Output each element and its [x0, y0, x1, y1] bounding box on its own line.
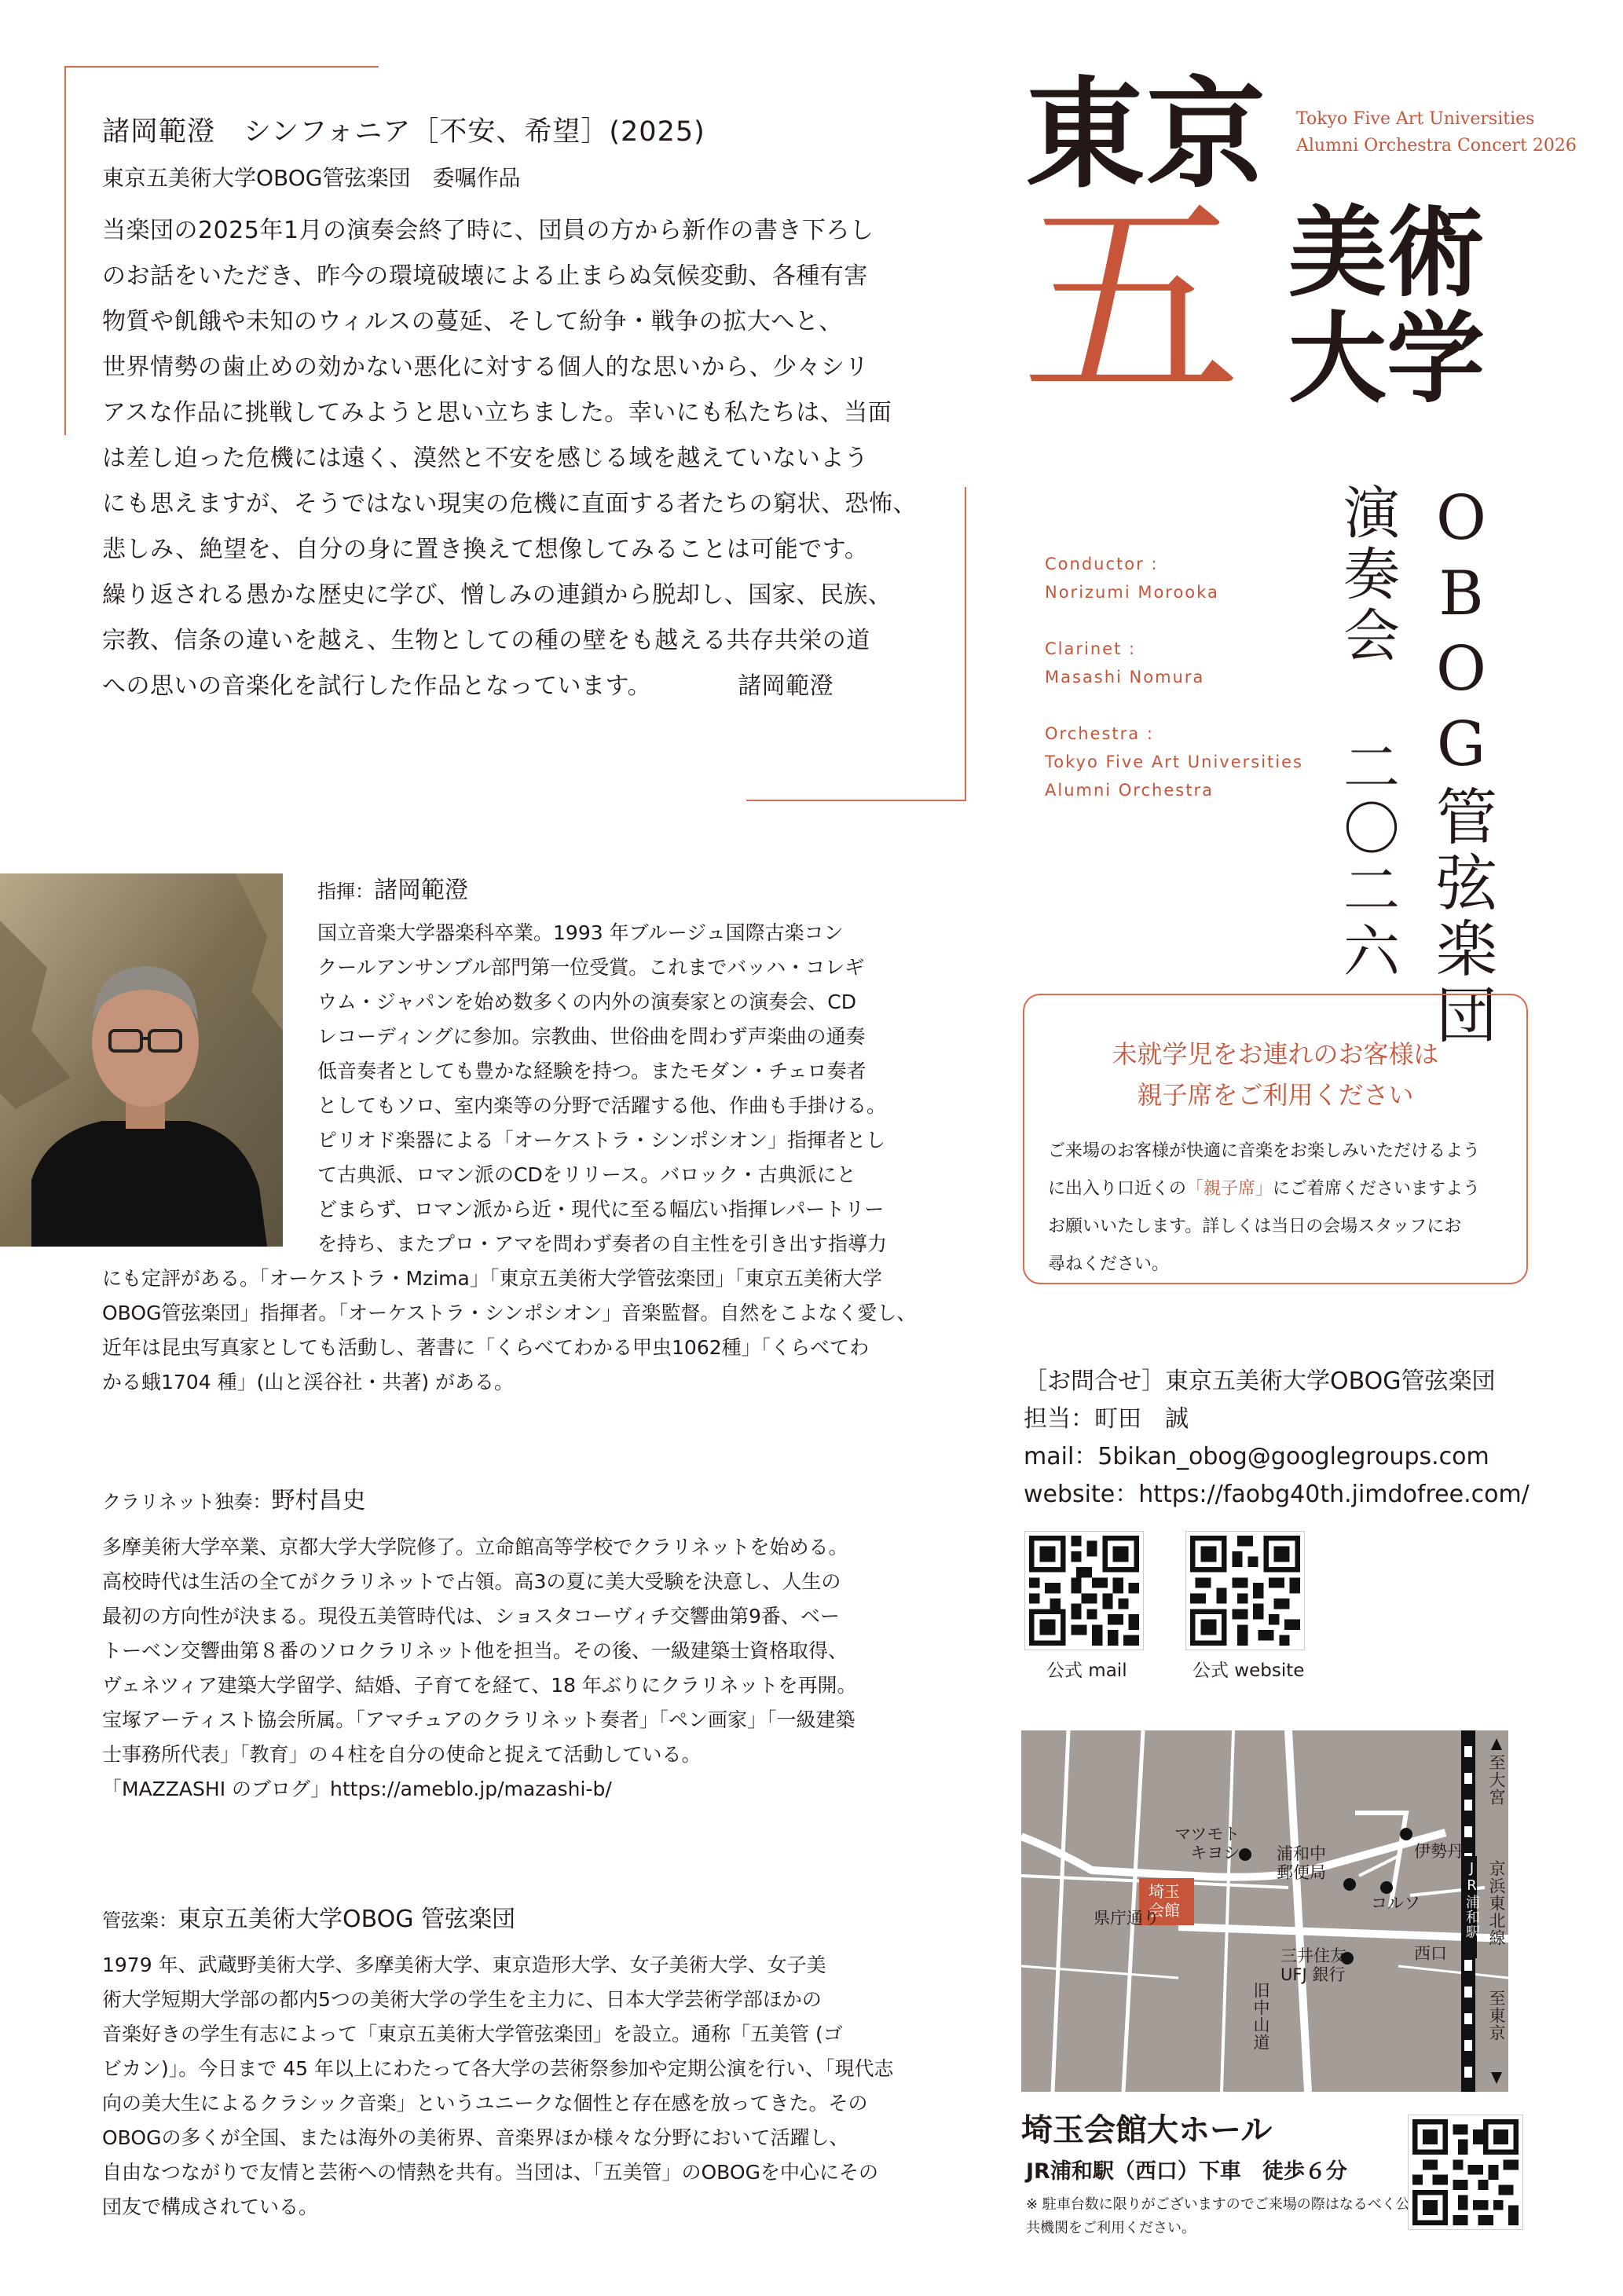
bio-line: 音楽好きの学生有志によって「東京五美術大学管弦楽団」を設立。通称「五美管 (ゴ [102, 2023, 843, 2045]
map-isetan: 伊勢丹 [1414, 1842, 1464, 1861]
clarinet-bio [102, 1530, 857, 1807]
title-english-line2: Alumni Orchestra Concert 2026 [1296, 136, 1577, 156]
orchestra-heading [102, 1899, 515, 1934]
bio-line: 多摩美術大学卒業、京都大学大学院修了。立命館高等学校でクラリネットを始める。 [102, 1536, 848, 1558]
contact-block [1024, 1363, 1530, 1514]
intro-line-text: への思いの音楽化を試行した作品となっています。 [102, 672, 652, 700]
venue-name: 埼玉会館大ホール [1021, 2112, 1273, 2148]
intro-signature: 諸岡範澄 [738, 672, 834, 700]
qr-code-mail[interactable] [1025, 1532, 1143, 1650]
frame-top-line [64, 66, 379, 68]
piece-title: 諸岡範澄 シンフォニア［不安、希望］(2025) [102, 116, 705, 148]
qr-icon [1029, 1536, 1139, 1646]
qr-icon [1190, 1536, 1300, 1646]
map-to-tokyo: 至東京 [1487, 1990, 1506, 2041]
conductor-name: 諸岡範澄 [374, 877, 468, 904]
bio-line: て古典派、ロマン派のCDをリリース。バロック・古典派にと [317, 1163, 856, 1186]
bio-line: クールアンサンブル部門第一位受賞。これまでバッハ・コレギ [317, 956, 865, 979]
bio-line: ビカン)」。今日まで 45 年以上にわたって各大学の芸術祭参加や定期公演を行い、「現代志 [102, 2057, 894, 2080]
qr-code-venue[interactable] [1409, 2115, 1522, 2229]
bio-line: レコーディングに参加。宗教曲、世俗曲を問わず声楽曲の通奏 [317, 1025, 866, 1048]
credit-orchestra-name: Alumni Orchestra [1045, 781, 1214, 800]
conductor-photo [0, 873, 283, 1247]
bio-line: 向の美大生によるクラシック音楽」というユニークな個性と存在感を放ってきた。その [102, 2092, 868, 2115]
notice-heading: 未就学児をお連れのお客様は [1112, 1039, 1439, 1069]
frame-left-line [64, 66, 66, 435]
access-map [1021, 1730, 1508, 2092]
intro-line: 宗教、信条の違いを越え、生物としての種の壁をも越える共存共栄の道 [102, 627, 870, 654]
title-go: 五 [1021, 174, 1241, 430]
orchestra-name: 東京五美術大学OBOG 管弦楽団 [178, 1906, 516, 1933]
credits [1045, 550, 1303, 804]
intro-line: 世界情勢の歯止めの効かない悪化に対する個人的な思いから、少々シリ [102, 353, 869, 381]
notice-heading: 親子席をご利用ください [1137, 1080, 1414, 1110]
intro-line: 当楽団の2025年1月の演奏会終了時に、団員の方から新作の書き下ろし [102, 217, 874, 244]
bio-line: 1979 年、武蔵野美術大学、多摩美術大学、東京造形大学、女子美術大学、女子美 [102, 1954, 826, 1976]
intro-line: 悲しみ、絶望を、自分の身に置き換えて想像してみることは可能です。 [102, 536, 869, 563]
contact-heading: ［お問合せ］東京五美術大学OBOG管弦楽団 [1024, 1368, 1496, 1395]
bio-line: を持ち、またプロ・アマを問わず奏者の自主性を引き出す指導力 [317, 1232, 888, 1255]
venue-access: JR浦和駅（西口）下車 徒歩６分 [1026, 2159, 1347, 2184]
bio-line: ピリオド楽器による「オーケストラ・シンポシオン」指揮者とし [317, 1129, 886, 1152]
intro-line: 物質や飢餓や未知のウィルスの蔓延、そして紛争・戦争の拡大へと、 [102, 308, 843, 335]
bio-line: 国立音楽大学器楽科卒業。1993 年ブルージュ国際古楽コン [317, 921, 844, 944]
notice-line: ご来場のお客様が快適に音楽をお楽しみいただけるよう [1048, 1141, 1481, 1161]
notice-body [1048, 1133, 1511, 1283]
map-matsumoto-kiyoshi: マツモト キヨシ [1174, 1825, 1240, 1862]
credit-orchestra-name: Tokyo Five Art Universities [1045, 753, 1303, 771]
bio-line: トーベン交響曲第８番のソロクラリネット他を担当。その後、一級建築士資格取得、 [102, 1639, 848, 1662]
bio-line: 団友で構成されている。 [102, 2195, 319, 2218]
qr-website-label: 公式 website [1193, 1661, 1305, 1681]
bio-line: どまらず、ロマン派から近・現代に至る幅広い指揮レパートリー [317, 1198, 885, 1221]
bio-line: OBOGの多くが全国、または海外の美術界、音楽界ほか様々な分野において活躍し、 [102, 2126, 849, 2149]
intro-line: アスな作品に挑戦してみようと思い立ちました。幸いにも私たちは、当面 [102, 399, 892, 427]
notice-highlight: 「親子席」 [1186, 1179, 1273, 1199]
bio-line: ヴェネツィア建築大学留学、結婚、子育てを経て、18 年ぶりにクラリネットを再開。 [102, 1674, 857, 1697]
intro-line: のお話をいただき、昨今の環境破壊による止まらぬ気候変動、各種有害 [102, 262, 868, 290]
bio-line: 「MAZZASHI のブログ」https://ameblo.jp/mazashi-b/ [102, 1778, 612, 1800]
bio-line: 最初の方向性が決まる。現役五美管時代は、ショスタコーヴィチ交響曲第9番、ベー [102, 1605, 840, 1628]
title-tokyo: 東京 [1025, 64, 1267, 204]
title-english [1296, 106, 1577, 159]
qr-mail-label: 公式 mail [1046, 1661, 1127, 1681]
credit-clarinet-label: Clarinet : [1045, 639, 1137, 658]
map-saitama-kaikan: 埼玉 会館 [1149, 1882, 1180, 1920]
contact-mail[interactable]: mail：5bikan_obog@googlegroups.com [1024, 1443, 1489, 1470]
notice-text: にご着席くださいますよう [1273, 1179, 1481, 1199]
credit-orchestra-label: Orchestra : [1045, 724, 1154, 743]
conductor-photo-image [0, 873, 283, 1247]
bio-line: としてもソロ、室内楽等の分野で活躍する他、作曲も手掛ける。 [317, 1094, 887, 1117]
notice-line: お願いいたします。詳しくは当日の会場スタッフにお [1048, 1217, 1462, 1236]
title-bijutsu-daigaku [1288, 196, 1485, 416]
conductor-bio-wide [102, 1262, 916, 1400]
contact-person: 担当：町田 誠 [1024, 1405, 1189, 1433]
map-keihin-line: 京浜東北線 [1487, 1860, 1506, 1946]
credit-clarinet-name: Masashi Nomura [1045, 668, 1205, 687]
bio-line: かる蛾1704 種」(山と渓谷社・共著) がある。 [102, 1371, 515, 1393]
bio-line: ウム・ジャパンを始め数多くの内外の演奏家との演奏会、CD [317, 991, 856, 1013]
clarinet-heading [102, 1481, 366, 1515]
notice-text: に出入り口近くの [1048, 1179, 1187, 1199]
qr-code-website[interactable] [1186, 1532, 1304, 1650]
map-to-omiya: 至大宮 [1487, 1754, 1506, 1806]
map-nakasendo: 旧中山道 [1251, 1982, 1270, 2051]
bio-line: 近年は昆虫写真家としても活動し、著書に「くらべてわかる甲虫1062種」「くらべてわ [102, 1336, 870, 1359]
credit-conductor-label: Conductor : [1045, 555, 1159, 573]
map-mufg: 三井住友 UFJ 銀行 [1280, 1946, 1346, 1984]
bio-line: 自由なつながりで友情と芸術への情熱を共有。当団は、「五美管」のOBOGを中心にその [102, 2161, 878, 2184]
bio-line: 低音奏者としても豊かな経験を持つ。またモダン・チェロ奏者 [317, 1060, 866, 1082]
map-post-office: 浦和中 郵便局 [1277, 1844, 1326, 1882]
intro-body [102, 208, 966, 709]
title-vertical-obog: OBOG管弦楽団 [1426, 483, 1497, 1049]
bio-line: 士事務所代表」「教育」の４柱を自分の使命と捉えて活動している。 [102, 1743, 702, 1766]
bio-line: にも定評がある。「オーケストラ・Mzima」「東京五美術大学管弦楽団」「東京五美術大学 [102, 1267, 882, 1290]
orchestra-label: 管弦楽： [102, 1910, 178, 1932]
bio-line: 術大学短期大学部の都内5つの美術大学の学生を主力に、日本大学芸術学部ほかの [102, 1988, 822, 2011]
intro-line: は差し迫った危機には遠く、漠然と不安を感じる域を越えていないよう [102, 445, 869, 472]
map-nishiguchi: 西口 [1414, 1944, 1447, 1963]
piece-subtitle: 東京五美術大学OBOG管弦楽団 委嘱作品 [102, 165, 521, 191]
conductor-label: 指揮： [317, 881, 374, 903]
bio-line: 宝塚アーティスト協会所属。「アマチュアのクラリネット奏者」「ペン画家」「一級建築 [102, 1708, 855, 1731]
title-english-line1: Tokyo Five Art Universities [1296, 109, 1535, 129]
notice-line: 尋ねください。 [1048, 1254, 1170, 1274]
bio-line: 高校時代は生活の全てがクラリネットで占領。高3の夏に美大受験を決意し、人生の [102, 1570, 841, 1593]
title-vertical-concert: 演奏会 二〇二六 [1334, 483, 1400, 983]
title-bijutsu: 美術 [1288, 196, 1485, 310]
contact-website[interactable]: website：https://faobg40th.jimdofree.com/ [1024, 1481, 1530, 1508]
title-daigaku: 大学 [1288, 302, 1485, 416]
intro-line: 繰り返される愚かな歴史に学び、憎しみの連鎖から脱却し、国家、民族、 [102, 581, 892, 609]
intro-line [102, 664, 966, 709]
family-seat-notice [1023, 994, 1528, 1284]
orchestra-bio [102, 1948, 893, 2225]
conductor-bio [317, 916, 887, 1262]
clarinet-name: 野村昌史 [271, 1487, 366, 1514]
qr-icon [1412, 2119, 1519, 2225]
frame-bottom-line [746, 800, 966, 801]
map-coruso: コルソ [1371, 1894, 1420, 1913]
map-station: JR浦和駅 [1464, 1860, 1480, 1939]
conductor-heading [317, 870, 468, 905]
bio-line: OBOG管弦楽団」指揮者。「オーケストラ・シンポシオン」音楽監督。自然をこよなく愛し、 [102, 1302, 917, 1324]
clarinet-label: クラリネット独奏： [102, 1491, 272, 1513]
notice-line [1048, 1170, 1511, 1208]
credit-conductor-name: Norizumi Morooka [1045, 583, 1219, 602]
map-kencho-dori: 県庁通り [1094, 1909, 1160, 1928]
venue-note: ※ 駐車台数に限りがございますのでご来場の際はなるべく公共機関をご利用ください。 [1026, 2196, 1410, 2236]
intro-line: にも思えますが、そうではない現実の危機に直面する者たちの窮状、恐怖、 [102, 490, 917, 518]
